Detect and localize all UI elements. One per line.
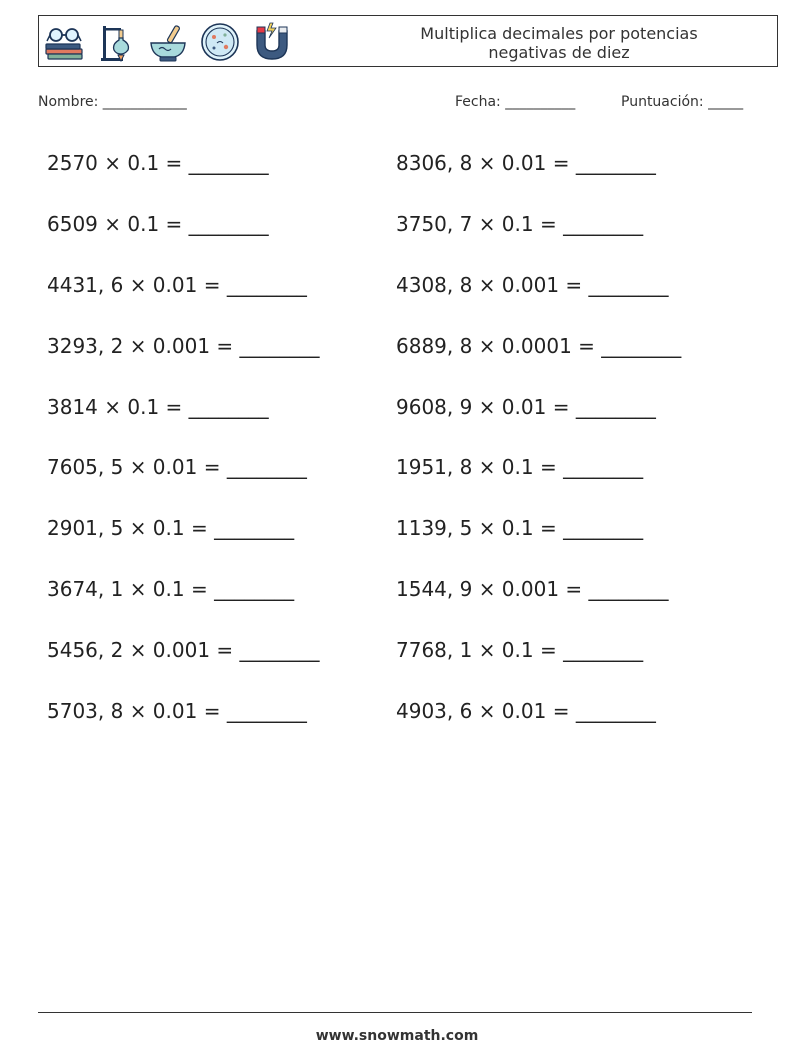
problem-right-1: 8306, 8 × 0.01 = ________	[396, 151, 656, 175]
mortar-pestle-icon	[147, 21, 189, 63]
petri-dish-icon	[199, 21, 241, 63]
problem-right-2: 3750, 7 × 0.1 = ________	[396, 212, 644, 236]
problem-left-6: 7605, 5 × 0.01 = ________	[47, 455, 307, 479]
date-field: Fecha: __________	[455, 94, 576, 110]
problem-left-1: 2570 × 0.1 = ________	[47, 151, 269, 175]
problem-left-4: 3293, 2 × 0.001 = ________	[47, 334, 320, 358]
header-icons	[43, 21, 293, 63]
problem-right-8: 1544, 9 × 0.001 = ________	[396, 577, 669, 601]
score-field: Puntuación: _____	[621, 94, 744, 110]
problem-right-10: 4903, 6 × 0.01 = ________	[396, 699, 656, 723]
worksheet-header	[38, 15, 778, 67]
worksheet-title	[399, 24, 719, 62]
glasses-books-icon	[43, 21, 85, 63]
problem-left-2: 6509 × 0.1 = ________	[47, 212, 269, 236]
problem-left-8: 3674, 1 × 0.1 = ________	[47, 577, 295, 601]
problem-right-3: 4308, 8 × 0.001 = ________	[396, 273, 669, 297]
problem-left-10: 5703, 8 × 0.01 = ________	[47, 699, 307, 723]
magnet-icon	[251, 21, 293, 63]
problem-right-6: 1951, 8 × 0.1 = ________	[396, 455, 644, 479]
title-line-1: Multiplica decimales por potencias	[420, 24, 698, 43]
problem-left-3: 4431, 6 × 0.01 = ________	[47, 273, 307, 297]
problem-right-4: 6889, 8 × 0.0001 = ________	[396, 334, 682, 358]
problem-left-5: 3814 × 0.1 = ________	[47, 395, 269, 419]
problem-right-9: 7768, 1 × 0.1 = ________	[396, 638, 644, 662]
title-line-2: negativas de diez	[488, 43, 630, 62]
problem-right-7: 1139, 5 × 0.1 = ________	[396, 516, 644, 540]
footer-divider	[38, 1012, 752, 1013]
problem-left-7: 2901, 5 × 0.1 = ________	[47, 516, 295, 540]
footer-website: www.snowmath.com	[315, 1028, 479, 1044]
name-field: Nombre: ____________	[38, 94, 187, 110]
problem-right-5: 9608, 9 × 0.01 = ________	[396, 395, 656, 419]
problem-left-9: 5456, 2 × 0.001 = ________	[47, 638, 320, 662]
lab-stand-flask-icon	[95, 21, 137, 63]
